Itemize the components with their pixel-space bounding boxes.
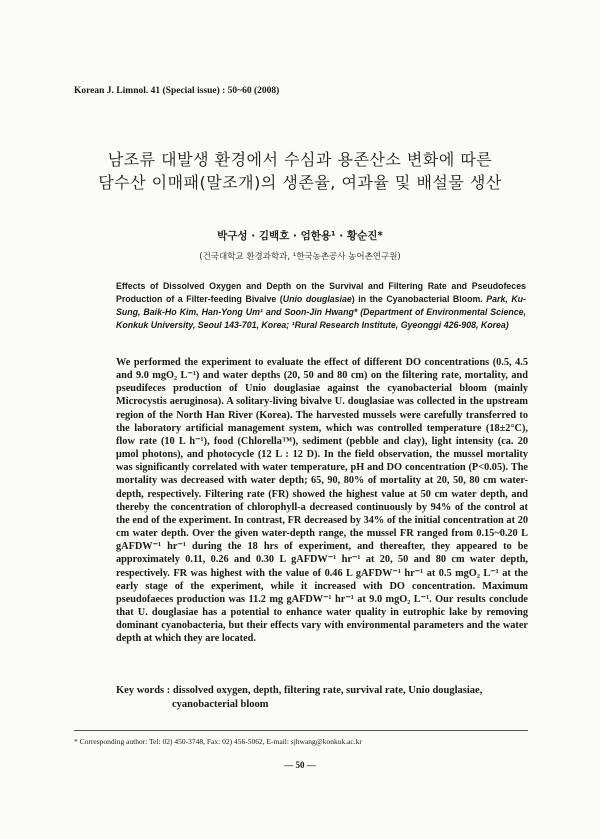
korean-title-line-1: 남조류 대발생 환경에서 수심과 용존산소 변화에 따른: [107, 150, 493, 169]
english-title-species: Unio douglasiae: [282, 294, 352, 304]
corresponding-author-footnote: * Corresponding author: Tel: 02) 450-3748, Fax: 02) 456-5062, E-mail: sjhwang@konkuk.ac.kr: [74, 737, 362, 746]
korean-authors: 박구성 · 김백호 · 엄한용¹ · 황순진*: [217, 230, 383, 242]
keywords-block: [116, 684, 536, 712]
keywords-label: Key words :: [116, 685, 171, 696]
footnote-divider: [74, 730, 528, 731]
english-affiliations: (Department of Environmental Science, Konkuk University, Seoul 143-701, Korea; ¹Rural Research Institute, Gyeonggi 426-908, Korea): [116, 307, 526, 330]
abstract-text: We performed the experiment to evaluate the effect of different DO concentrations (0.5, 4.5 and 9.0 mgO₂ L⁻¹) and water depths (20, 50 and 80 cm) on the filtering rate, mortality, and pseudifeces production of Unio douglasiae against the cyanobacterial bloom (mainly Microcystis aeruginosa). A solitary-living bivalve U. douglasiae was collected in the upstream region of the North Han River (Korea). The harvested mussels were carefully transferred to the laboratory artificial management system, which was controlled temperature (18±2°C), flow rate (10 L h⁻¹), food (Chlorella™), sediment (pebble and clay), light intensity (ca. 20 μmol photons), and photocycle (12 L : 12 D). In the field observation, the mussel mortality was significantly correlated with water temperature, pH and DO concentration (P<0.05). The mortality was decreased with water depth; 65, 90, 80% of mortality at 20, 50, 80 cm water-depth, respectively. Filtering rate (FR) showed the highest value at 50 cm water depth, and thereby the concentration of chlorophyll-a decreased continuously by 94% of the control at the end of the experiment. In contrast, FR decreased by 34% of the initial concentration at 20 cm water depth. Over the given water-depth range, the mussel FR ranged from 0.15~0.20 L gAFDW⁻¹ hr⁻¹ during the 18 hrs of experiment, and thereafter, they appeared to be approximately 0.11, 0.26 and 0.30 L gAFDW⁻¹ hr⁻¹ at 20, 50 and 80 cm water depth, respectively. FR was highest with the value of 0.46 L gAFDW⁻¹ hr⁻¹ at 0.5 mgO₂ L⁻¹ at the early stage of the experiment, while it increased with DO concentration. Maximum pseudofaeces production was 11.2 mg gAFDW⁻¹ hr⁻¹ at 9.0 mgO₂ L⁻¹. Our results conclude that U. douglasiae has a potential to enhance water quality in eutrophic lake by removing dominant cyanobacteria, but their effects vary with environmental parameters and the water depth at which they are located.: [116, 357, 528, 645]
english-heading: [116, 280, 526, 332]
korean-affiliation: (건국대학교 환경과학과, ¹한국농촌공사 농어촌연구원): [199, 252, 401, 262]
keywords-line-2: cyanobacterial bloom: [172, 699, 269, 710]
page-number: — 50 —: [284, 760, 316, 770]
english-title-part-1: Effects of Dissolved Oxygen and Depth on the Survival and Filtering Rate and Pseudofeces Production of a Filter-feeding Bivalve (: [116, 281, 526, 304]
english-title-part-2: ) in the Cyanobacterial Bloom.: [351, 294, 483, 304]
journal-citation: Korean J. Limnol. 41 (Special issue) : 50~60 (2008): [74, 86, 280, 96]
english-authors: Park, Ku-Sung, Baik-Ho Kim, Han-Yong Um¹ and Soon-Jin Hwang*: [116, 294, 526, 317]
korean-title-line-2: 담수산 이매패(말조개)의 생존율, 여과율 및 배설물 생산: [98, 173, 502, 192]
korean-title: [0, 148, 600, 194]
keywords-line-1: dissolved oxygen, depth, filtering rate, survival rate, Unio douglasiae,: [172, 685, 483, 696]
